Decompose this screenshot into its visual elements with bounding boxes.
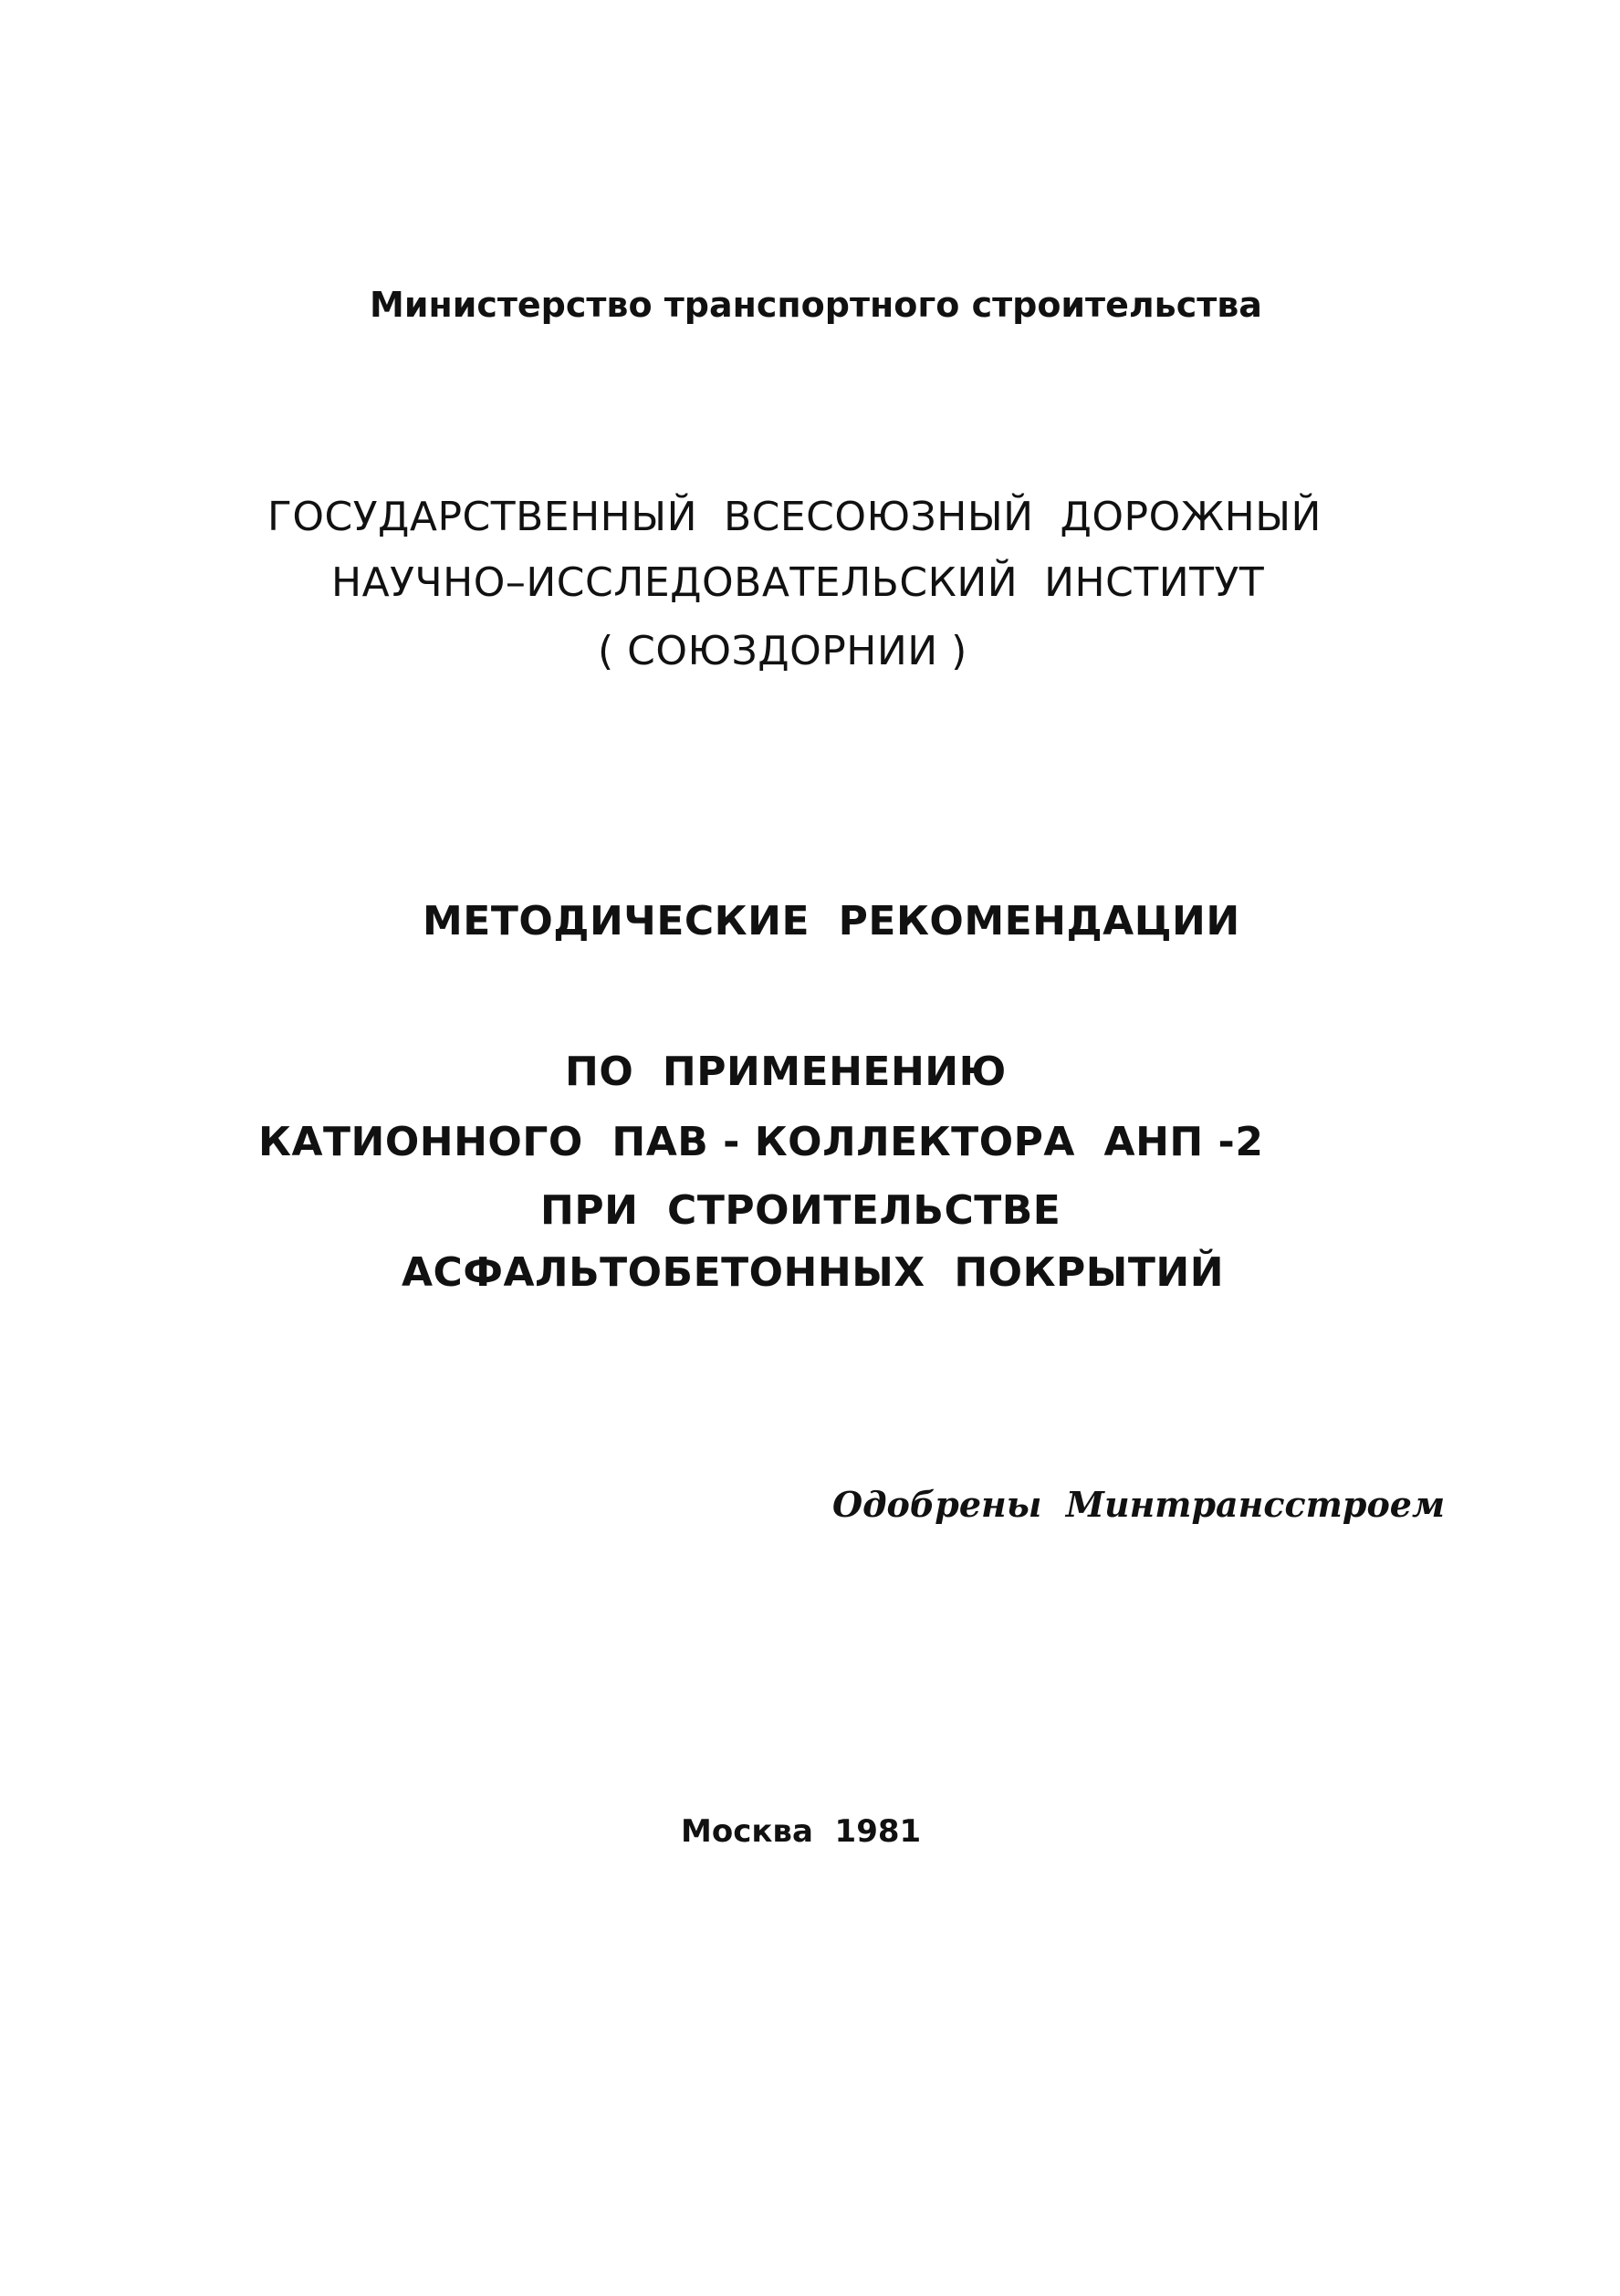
institute-abbreviation: ( СОЮЗДОРНИИ ) [598,628,967,674]
title-line-4: АСФАЛЬТОБЕТОННЫХ ПОКРЫТИЙ [402,1249,1225,1296]
title-line-1: ПО ПРИМЕНЕНИЮ [565,1049,1007,1095]
document-type: МЕТОДИЧЕСКИЕ РЕКОМЕНДАЦИИ [423,898,1240,944]
approval-note: Одобрены Минтрансстроем [832,1484,1446,1525]
ministry-name: Министерство транспортного строительства [370,285,1262,325]
title-line-2: КАТИОННОГО ПАВ - КОЛЛЕКТОРА АНП -2 [258,1119,1264,1165]
institute-name-line-2: НАУЧНО–ИССЛЕДОВАТЕЛЬСКИЙ ИНСТИТУТ [331,559,1265,606]
institute-name-line-1: ГОСУДАРСТВЕННЫЙ ВСЕСОЮЗНЫЙ ДОРОЖНЫЙ [267,494,1322,540]
title-line-3: ПРИ СТРОИТЕЛЬСТВЕ [540,1187,1061,1234]
city-year: Москва 1981 [681,1813,922,1850]
